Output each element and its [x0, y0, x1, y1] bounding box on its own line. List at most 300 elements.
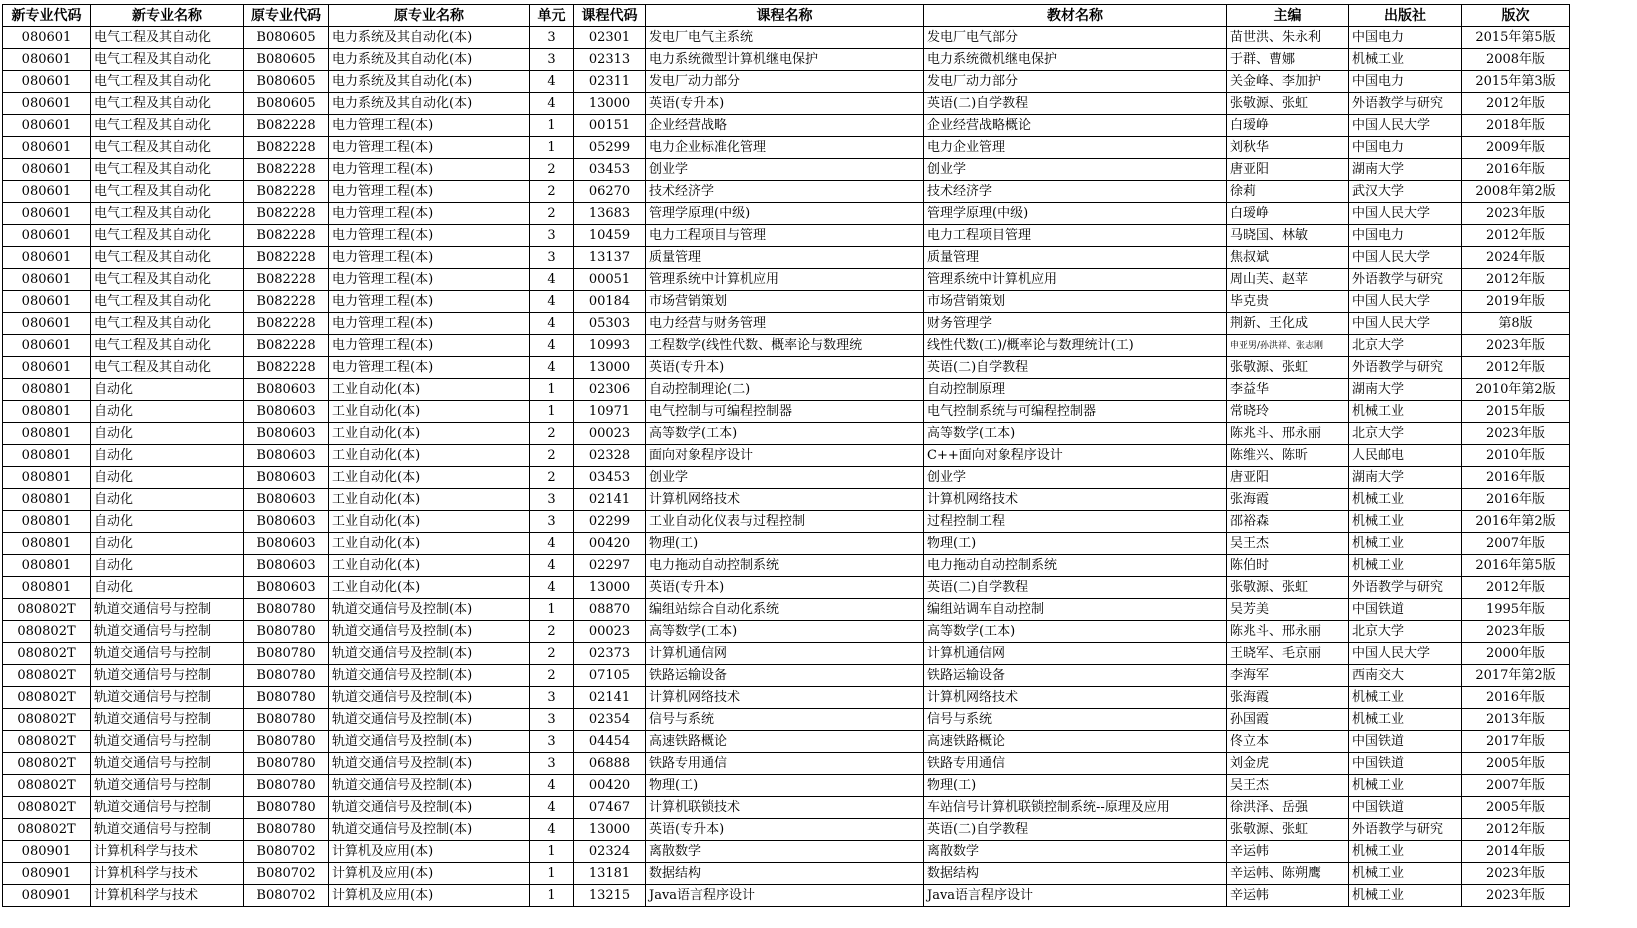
cell-old-major-code: B080603 [244, 445, 329, 467]
cell-unit: 3 [530, 225, 574, 247]
cell-course-name: 工业自动化仪表与过程控制 [646, 511, 924, 533]
cell-new-major-code: 080802T [3, 797, 91, 819]
cell-editor: 孙国霞 [1227, 709, 1349, 731]
cell-new-major-code: 080801 [3, 467, 91, 489]
cell-editor: 张敬源、张虹 [1227, 577, 1349, 599]
cell-textbook-name: 电力拖动自动控制系统 [924, 555, 1227, 577]
cell-editor: 辛运帏 [1227, 885, 1349, 907]
cell-course-name: 离散数学 [646, 841, 924, 863]
cell-old-major-name: 轨道交通信号及控制(本) [329, 599, 530, 621]
cell-unit: 4 [530, 577, 574, 599]
cell-new-major-name: 自动化 [91, 533, 244, 555]
cell-new-major-code: 080802T [3, 643, 91, 665]
cell-old-major-name: 电力管理工程(本) [329, 247, 530, 269]
cell-textbook-name: 电力企业管理 [924, 137, 1227, 159]
table-row [3, 445, 1570, 467]
cell-new-major-name: 轨道交通信号与控制 [91, 819, 244, 841]
cell-course-code: 02328 [574, 445, 646, 467]
table-row [3, 731, 1570, 753]
cell-new-major-name: 轨道交通信号与控制 [91, 797, 244, 819]
cell-new-major-name: 电气工程及其自动化 [91, 181, 244, 203]
cell-publisher: 机械工业 [1349, 555, 1462, 577]
cell-publisher: 机械工业 [1349, 401, 1462, 423]
cell-course-code: 13000 [574, 357, 646, 379]
cell-new-major-code: 080801 [3, 379, 91, 401]
cell-new-major-code: 080802T [3, 621, 91, 643]
cell-unit: 2 [530, 423, 574, 445]
cell-unit: 4 [530, 819, 574, 841]
cell-textbook-name: 物理(工) [924, 775, 1227, 797]
cell-editor: 于群、曹娜 [1227, 49, 1349, 71]
cell-new-major-code: 080601 [3, 93, 91, 115]
cell-textbook-name: 管理系统中计算机应用 [924, 269, 1227, 291]
cell-editor: 周山芙、赵苹 [1227, 269, 1349, 291]
cell-old-major-name: 电力管理工程(本) [329, 269, 530, 291]
cell-old-major-name: 轨道交通信号及控制(本) [329, 665, 530, 687]
cell-old-major-code: B080603 [244, 467, 329, 489]
cell-unit: 3 [530, 247, 574, 269]
table-row [3, 841, 1570, 863]
cell-new-major-code: 080601 [3, 159, 91, 181]
cell-old-major-code: B082228 [244, 137, 329, 159]
cell-new-major-name: 自动化 [91, 379, 244, 401]
cell-textbook-name: 英语(二)自学教程 [924, 819, 1227, 841]
cell-new-major-code: 080601 [3, 357, 91, 379]
cell-publisher: 机械工业 [1349, 533, 1462, 555]
cell-publisher: 机械工业 [1349, 775, 1462, 797]
cell-old-major-code: B082228 [244, 203, 329, 225]
cell-old-major-code: B080780 [244, 621, 329, 643]
cell-editor: 徐莉 [1227, 181, 1349, 203]
cell-new-major-name: 计算机科学与技术 [91, 863, 244, 885]
cell-course-code: 13000 [574, 93, 646, 115]
cell-editor: 李益华 [1227, 379, 1349, 401]
cell-editor: 刘秋华 [1227, 137, 1349, 159]
cell-old-major-code: B080603 [244, 511, 329, 533]
cell-new-major-name: 电气工程及其自动化 [91, 335, 244, 357]
cell-publisher: 中国电力 [1349, 225, 1462, 247]
cell-old-major-name: 电力管理工程(本) [329, 225, 530, 247]
cell-course-name: 计算机联锁技术 [646, 797, 924, 819]
cell-editor: 李海军 [1227, 665, 1349, 687]
cell-textbook-name: 技术经济学 [924, 181, 1227, 203]
cell-new-major-code: 080601 [3, 269, 91, 291]
cell-new-major-code: 080801 [3, 489, 91, 511]
cell-course-name: 电力企业标准化管理 [646, 137, 924, 159]
cell-old-major-name: 工业自动化(本) [329, 379, 530, 401]
cell-old-major-code: B082228 [244, 225, 329, 247]
cell-course-name: 电力工程项目与管理 [646, 225, 924, 247]
cell-textbook-name: 电气控制系统与可编程控制器 [924, 401, 1227, 423]
cell-editor: 毕克贵 [1227, 291, 1349, 313]
cell-course-name: 高速铁路概论 [646, 731, 924, 753]
table-row [3, 401, 1570, 423]
cell-old-major-code: B080605 [244, 93, 329, 115]
cell-old-major-code: B080702 [244, 885, 329, 907]
cell-unit: 1 [530, 863, 574, 885]
table-row [3, 621, 1570, 643]
cell-textbook-name: 计算机通信网 [924, 643, 1227, 665]
cell-edition: 2019年版 [1462, 291, 1570, 313]
cell-course-code: 13000 [574, 819, 646, 841]
cell-unit: 3 [530, 709, 574, 731]
cell-new-major-name: 自动化 [91, 445, 244, 467]
cell-old-major-code: B080605 [244, 71, 329, 93]
cell-old-major-name: 工业自动化(本) [329, 555, 530, 577]
cell-new-major-code: 080802T [3, 775, 91, 797]
cell-course-name: 英语(专升本) [646, 357, 924, 379]
cell-old-major-code: B080702 [244, 841, 329, 863]
table-row [3, 93, 1570, 115]
cell-new-major-code: 080601 [3, 247, 91, 269]
header-new-major-name: 新专业名称 [91, 5, 244, 27]
table-row [3, 819, 1570, 841]
cell-old-major-name: 轨道交通信号及控制(本) [329, 687, 530, 709]
cell-textbook-name: 自动控制原理 [924, 379, 1227, 401]
cell-publisher: 机械工业 [1349, 709, 1462, 731]
cell-unit: 4 [530, 357, 574, 379]
cell-course-name: 信号与系统 [646, 709, 924, 731]
cell-publisher: 中国铁道 [1349, 599, 1462, 621]
cell-course-name: 电气控制与可编程控制器 [646, 401, 924, 423]
cell-publisher: 外语教学与研究 [1349, 93, 1462, 115]
cell-course-code: 02301 [574, 27, 646, 49]
table-row [3, 27, 1570, 49]
cell-unit: 3 [530, 511, 574, 533]
cell-publisher: 中国铁道 [1349, 731, 1462, 753]
cell-textbook-name: 电力系统微机继电保护 [924, 49, 1227, 71]
cell-textbook-name: 英语(二)自学教程 [924, 577, 1227, 599]
cell-textbook-name: 车站信号计算机联锁控制系统--原理及应用 [924, 797, 1227, 819]
cell-new-major-code: 080901 [3, 863, 91, 885]
cell-new-major-code: 080601 [3, 49, 91, 71]
cell-course-code: 13000 [574, 577, 646, 599]
cell-unit: 4 [530, 71, 574, 93]
cell-publisher: 机械工业 [1349, 885, 1462, 907]
cell-course-code: 02141 [574, 489, 646, 511]
cell-unit: 1 [530, 401, 574, 423]
cell-course-name: 计算机网络技术 [646, 687, 924, 709]
cell-old-major-code: B080603 [244, 401, 329, 423]
cell-course-code: 10459 [574, 225, 646, 247]
cell-edition: 2015年第5版 [1462, 27, 1570, 49]
cell-publisher: 机械工业 [1349, 841, 1462, 863]
cell-course-name: 面向对象程序设计 [646, 445, 924, 467]
cell-editor: 关金峰、李加护 [1227, 71, 1349, 93]
cell-editor: 辛运帏 [1227, 841, 1349, 863]
cell-new-major-name: 电气工程及其自动化 [91, 115, 244, 137]
cell-publisher: 中国电力 [1349, 137, 1462, 159]
cell-new-major-code: 080601 [3, 203, 91, 225]
cell-old-major-name: 电力管理工程(本) [329, 159, 530, 181]
cell-publisher: 中国人民大学 [1349, 203, 1462, 225]
cell-old-major-code: B080780 [244, 599, 329, 621]
cell-course-name: 工程数学(线性代数、概率论与数理统 [646, 335, 924, 357]
cell-new-major-name: 自动化 [91, 577, 244, 599]
table-row [3, 863, 1570, 885]
cell-publisher: 西南交大 [1349, 665, 1462, 687]
cell-old-major-name: 电力管理工程(本) [329, 181, 530, 203]
cell-old-major-code: B080780 [244, 797, 329, 819]
cell-textbook-name: 过程控制工程 [924, 511, 1227, 533]
cell-textbook-name: 计算机网络技术 [924, 687, 1227, 709]
table-row [3, 709, 1570, 731]
cell-course-code: 00420 [574, 533, 646, 555]
cell-new-major-name: 轨道交通信号与控制 [91, 753, 244, 775]
cell-old-major-name: 工业自动化(本) [329, 467, 530, 489]
cell-old-major-code: B082228 [244, 357, 329, 379]
cell-new-major-code: 080601 [3, 181, 91, 203]
cell-edition: 2007年版 [1462, 775, 1570, 797]
cell-new-major-name: 自动化 [91, 511, 244, 533]
header-course-name: 课程名称 [646, 5, 924, 27]
cell-course-code: 02354 [574, 709, 646, 731]
header-editor: 主编 [1227, 5, 1349, 27]
cell-old-major-name: 计算机及应用(本) [329, 841, 530, 863]
cell-new-major-name: 轨道交通信号与控制 [91, 731, 244, 753]
cell-new-major-code: 080601 [3, 313, 91, 335]
cell-unit: 2 [530, 445, 574, 467]
cell-old-major-code: B080780 [244, 665, 329, 687]
cell-edition: 2005年版 [1462, 753, 1570, 775]
cell-new-major-name: 轨道交通信号与控制 [91, 775, 244, 797]
cell-edition: 第8版 [1462, 313, 1570, 335]
cell-course-name: 高等数学(工本) [646, 423, 924, 445]
cell-editor: 白瑷峥 [1227, 203, 1349, 225]
cell-textbook-name: 高等数学(工本) [924, 423, 1227, 445]
cell-textbook-name: 离散数学 [924, 841, 1227, 863]
cell-new-major-code: 080802T [3, 819, 91, 841]
cell-unit: 4 [530, 797, 574, 819]
table-row [3, 643, 1570, 665]
table-row [3, 291, 1570, 313]
cell-unit: 2 [530, 203, 574, 225]
cell-course-name: 铁路专用通信 [646, 753, 924, 775]
cell-new-major-code: 080802T [3, 599, 91, 621]
table-row [3, 533, 1570, 555]
cell-edition: 2012年版 [1462, 225, 1570, 247]
cell-editor: 张敬源、张虹 [1227, 357, 1349, 379]
table-row [3, 49, 1570, 71]
cell-unit: 4 [530, 555, 574, 577]
cell-unit: 3 [530, 687, 574, 709]
cell-publisher: 中国人民大学 [1349, 115, 1462, 137]
cell-publisher: 武汉大学 [1349, 181, 1462, 203]
cell-course-name: 高等数学(工本) [646, 621, 924, 643]
cell-new-major-name: 轨道交通信号与控制 [91, 687, 244, 709]
cell-course-code: 07105 [574, 665, 646, 687]
cell-edition: 2023年版 [1462, 863, 1570, 885]
cell-editor: 吴王杰 [1227, 533, 1349, 555]
cell-course-name: 电力拖动自动控制系统 [646, 555, 924, 577]
cell-editor: 吴王杰 [1227, 775, 1349, 797]
cell-textbook-name: C++面向对象程序设计 [924, 445, 1227, 467]
cell-course-name: 英语(专升本) [646, 577, 924, 599]
cell-new-major-name: 电气工程及其自动化 [91, 93, 244, 115]
cell-editor: 张海霞 [1227, 687, 1349, 709]
cell-course-code: 00023 [574, 621, 646, 643]
cell-new-major-name: 电气工程及其自动化 [91, 137, 244, 159]
cell-old-major-name: 电力系统及其自动化(本) [329, 49, 530, 71]
cell-course-name: 数据结构 [646, 863, 924, 885]
cell-old-major-code: B080603 [244, 489, 329, 511]
cell-editor: 焦叔斌 [1227, 247, 1349, 269]
cell-publisher: 外语教学与研究 [1349, 819, 1462, 841]
cell-new-major-name: 轨道交通信号与控制 [91, 599, 244, 621]
cell-editor: 张敬源、张虹 [1227, 93, 1349, 115]
cell-course-code: 03453 [574, 159, 646, 181]
cell-new-major-name: 电气工程及其自动化 [91, 159, 244, 181]
cell-textbook-name: 发电厂动力部分 [924, 71, 1227, 93]
cell-new-major-code: 080901 [3, 885, 91, 907]
cell-unit: 1 [530, 379, 574, 401]
cell-publisher: 湖南大学 [1349, 379, 1462, 401]
cell-new-major-name: 电气工程及其自动化 [91, 357, 244, 379]
cell-new-major-code: 080601 [3, 115, 91, 137]
cell-unit: 4 [530, 291, 574, 313]
cell-editor: 苗世洪、朱永利 [1227, 27, 1349, 49]
cell-course-code: 02311 [574, 71, 646, 93]
cell-course-name: 管理系统中计算机应用 [646, 269, 924, 291]
cell-old-major-code: B080780 [244, 819, 329, 841]
cell-old-major-name: 轨道交通信号及控制(本) [329, 621, 530, 643]
cell-old-major-name: 电力管理工程(本) [329, 335, 530, 357]
cell-new-major-code: 080801 [3, 423, 91, 445]
cell-textbook-name: 计算机网络技术 [924, 489, 1227, 511]
table-row [3, 753, 1570, 775]
cell-old-major-code: B080780 [244, 775, 329, 797]
header-edition: 版次 [1462, 5, 1570, 27]
cell-new-major-name: 电气工程及其自动化 [91, 27, 244, 49]
cell-old-major-code: B082228 [244, 115, 329, 137]
header-course-code: 课程代码 [574, 5, 646, 27]
cell-textbook-name: 铁路运输设备 [924, 665, 1227, 687]
cell-edition: 2016年第5版 [1462, 555, 1570, 577]
table-row [3, 687, 1570, 709]
cell-new-major-code: 080801 [3, 577, 91, 599]
cell-new-major-name: 电气工程及其自动化 [91, 269, 244, 291]
header-publisher: 出版社 [1349, 5, 1462, 27]
cell-edition: 2017年第2版 [1462, 665, 1570, 687]
cell-course-name: 英语(专升本) [646, 819, 924, 841]
cell-course-name: 创业学 [646, 467, 924, 489]
cell-old-major-code: B080603 [244, 379, 329, 401]
cell-textbook-name: 英语(二)自学教程 [924, 93, 1227, 115]
cell-edition: 2015年版 [1462, 401, 1570, 423]
cell-old-major-code: B080702 [244, 863, 329, 885]
cell-new-major-code: 080601 [3, 291, 91, 313]
cell-course-code: 10971 [574, 401, 646, 423]
header-old-major-code: 原专业代码 [244, 5, 329, 27]
table-row [3, 775, 1570, 797]
cell-edition: 2012年版 [1462, 819, 1570, 841]
cell-unit: 4 [530, 533, 574, 555]
cell-old-major-name: 电力管理工程(本) [329, 291, 530, 313]
cell-publisher: 人民邮电 [1349, 445, 1462, 467]
cell-old-major-code: B080780 [244, 709, 329, 731]
cell-old-major-name: 电力管理工程(本) [329, 137, 530, 159]
cell-publisher: 中国人民大学 [1349, 247, 1462, 269]
cell-old-major-name: 工业自动化(本) [329, 423, 530, 445]
cell-course-code: 07467 [574, 797, 646, 819]
cell-edition: 2012年版 [1462, 357, 1570, 379]
cell-editor: 张海霞 [1227, 489, 1349, 511]
cell-course-code: 10993 [574, 335, 646, 357]
cell-new-major-code: 080802T [3, 687, 91, 709]
cell-new-major-name: 计算机科学与技术 [91, 841, 244, 863]
table-body [3, 27, 1570, 907]
cell-new-major-name: 自动化 [91, 555, 244, 577]
cell-textbook-name: 铁路专用通信 [924, 753, 1227, 775]
cell-textbook-name: 物理(工) [924, 533, 1227, 555]
cell-new-major-name: 自动化 [91, 401, 244, 423]
cell-course-name: 电力经营与财务管理 [646, 313, 924, 335]
table-row [3, 467, 1570, 489]
cell-publisher: 外语教学与研究 [1349, 357, 1462, 379]
cell-edition: 2012年版 [1462, 577, 1570, 599]
cell-editor: 陈维兴、陈昕 [1227, 445, 1349, 467]
cell-new-major-code: 080601 [3, 71, 91, 93]
cell-old-major-code: B082228 [244, 159, 329, 181]
cell-course-code: 00151 [574, 115, 646, 137]
cell-new-major-code: 080801 [3, 401, 91, 423]
cell-publisher: 机械工业 [1349, 489, 1462, 511]
cell-old-major-name: 电力系统及其自动化(本) [329, 71, 530, 93]
cell-editor: 唐亚阳 [1227, 159, 1349, 181]
cell-textbook-name: 线性代数(工)/概率论与数理统计(工) [924, 335, 1227, 357]
cell-publisher: 机械工业 [1349, 687, 1462, 709]
cell-course-code: 05299 [574, 137, 646, 159]
cell-course-code: 00420 [574, 775, 646, 797]
cell-unit: 3 [530, 753, 574, 775]
cell-edition: 2005年版 [1462, 797, 1570, 819]
cell-course-code: 05303 [574, 313, 646, 335]
cell-old-major-code: B080780 [244, 731, 329, 753]
cell-unit: 2 [530, 467, 574, 489]
cell-course-name: 电力系统微型计算机继电保护 [646, 49, 924, 71]
cell-old-major-name: 电力管理工程(本) [329, 115, 530, 137]
cell-new-major-name: 电气工程及其自动化 [91, 203, 244, 225]
cell-edition: 2023年版 [1462, 203, 1570, 225]
cell-course-code: 02141 [574, 687, 646, 709]
cell-course-code: 00051 [574, 269, 646, 291]
textbook-table-sheet [2, 4, 1570, 907]
cell-course-name: 发电厂电气主系统 [646, 27, 924, 49]
cell-edition: 2018年版 [1462, 115, 1570, 137]
cell-edition: 2013年版 [1462, 709, 1570, 731]
table-row [3, 225, 1570, 247]
cell-publisher: 机械工业 [1349, 511, 1462, 533]
cell-course-code: 13137 [574, 247, 646, 269]
cell-editor: 刘金虎 [1227, 753, 1349, 775]
cell-edition: 2023年版 [1462, 423, 1570, 445]
cell-publisher: 外语教学与研究 [1349, 577, 1462, 599]
cell-new-major-name: 电气工程及其自动化 [91, 225, 244, 247]
cell-old-major-name: 轨道交通信号及控制(本) [329, 819, 530, 841]
cell-edition: 2008年第2版 [1462, 181, 1570, 203]
cell-old-major-name: 轨道交通信号及控制(本) [329, 775, 530, 797]
cell-editor: 白瑷峥 [1227, 115, 1349, 137]
cell-old-major-name: 轨道交通信号及控制(本) [329, 731, 530, 753]
cell-textbook-name: 数据结构 [924, 863, 1227, 885]
cell-publisher: 北京大学 [1349, 423, 1462, 445]
header-textbook-name: 教材名称 [924, 5, 1227, 27]
cell-edition: 2016年版 [1462, 687, 1570, 709]
cell-new-major-name: 轨道交通信号与控制 [91, 643, 244, 665]
cell-old-major-code: B080605 [244, 27, 329, 49]
cell-new-major-code: 080801 [3, 511, 91, 533]
cell-course-name: 发电厂动力部分 [646, 71, 924, 93]
